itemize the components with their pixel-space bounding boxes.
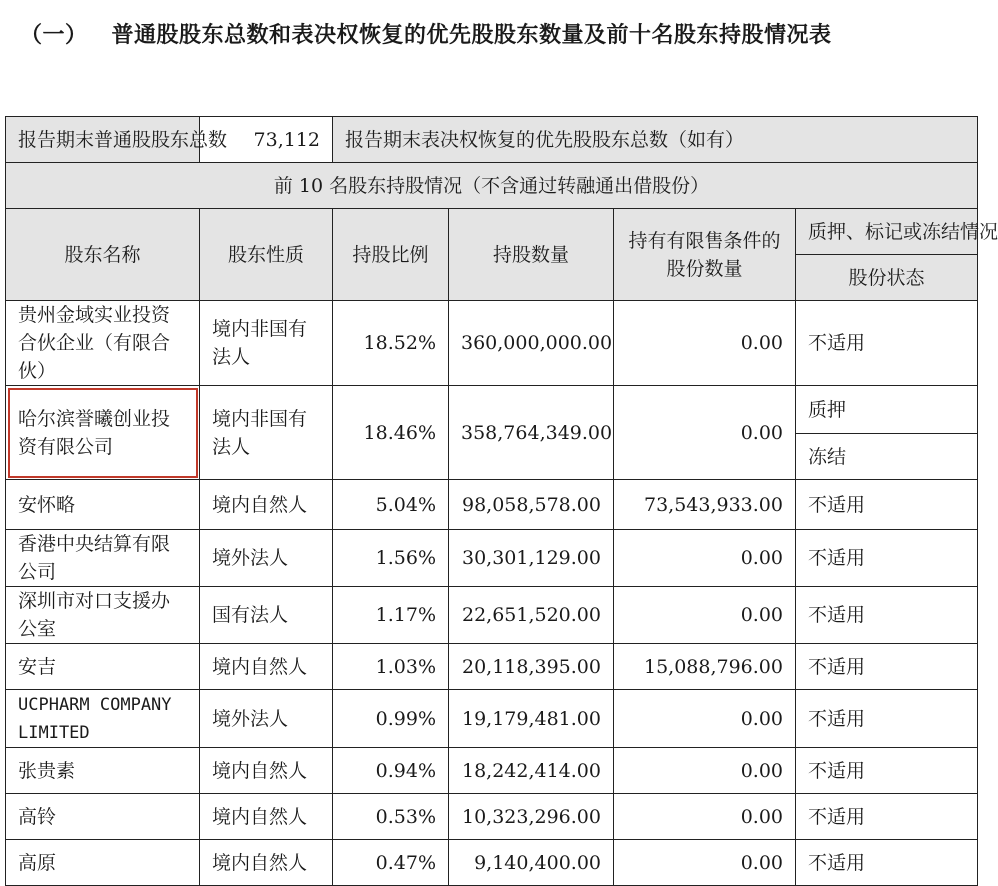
share-status: 不适用: [796, 587, 978, 644]
restricted-qty: 15,088,796.00: [614, 644, 796, 690]
section-number: （一）: [20, 23, 88, 48]
share-status: 不适用: [796, 480, 978, 530]
common-holders-value: 73,112: [200, 117, 333, 163]
table-row: [6, 301, 978, 386]
holding-qty: 358,764,349.00: [449, 386, 614, 480]
holder-nature: 境内自然人: [200, 644, 333, 690]
holding-qty: 98,058,578.00: [449, 480, 614, 530]
holder-name: 高铃: [6, 794, 200, 840]
holder-nature: 境内自然人: [200, 480, 333, 530]
restricted-qty: 0.00: [614, 748, 796, 794]
holder-nature: 境内自然人: [200, 794, 333, 840]
holder-name: 安怀略: [6, 480, 200, 530]
summary-row: [6, 117, 978, 163]
share-status: 不适用: [796, 840, 978, 886]
holder-nature: 境内自然人: [200, 748, 333, 794]
holding-ratio: 18.46%: [333, 386, 449, 480]
share-status: 不适用: [796, 690, 978, 748]
holding-qty: 360,000,000.00: [449, 301, 614, 386]
holder-nature: 境内自然人: [200, 840, 333, 886]
share-status-pledge: 质押: [796, 386, 978, 434]
section-row: [6, 163, 978, 209]
holding-ratio: 1.17%: [333, 587, 449, 644]
section-title: 普通股股东总数和表决权恢复的优先股股东数量及前十名股东持股情况表: [111, 23, 832, 48]
holding-qty: 22,651,520.00: [449, 587, 614, 644]
holder-nature: 境外法人: [200, 530, 333, 587]
holding-qty: 20,118,395.00: [449, 644, 614, 690]
share-status: 不适用: [796, 301, 978, 386]
holding-qty: 19,179,481.00: [449, 690, 614, 748]
holder-nature: 国有法人: [200, 587, 333, 644]
holding-ratio: 0.47%: [333, 840, 449, 886]
holding-ratio: 0.94%: [333, 748, 449, 794]
header-restricted: 持有有限售条件的股份数量: [614, 209, 796, 301]
holder-name: 哈尔滨誉曦创业投资有限公司: [6, 386, 200, 480]
table-row: [6, 480, 978, 530]
table-row: [6, 748, 978, 794]
table-row: [6, 690, 978, 748]
share-status: 不适用: [796, 644, 978, 690]
holding-qty: 10,323,296.00: [449, 794, 614, 840]
table-row: [6, 794, 978, 840]
header-pledge-group: 质押、标记或冻结情况: [796, 209, 978, 255]
holder-name: 张贵素: [6, 748, 200, 794]
common-holders-label: 报告期末普通股股东总数: [6, 117, 200, 163]
restricted-qty: 0.00: [614, 530, 796, 587]
page-title: [20, 18, 832, 49]
holder-name: 安吉: [6, 644, 200, 690]
restricted-qty: 0.00: [614, 386, 796, 480]
table-row: [6, 644, 978, 690]
holding-ratio: 18.52%: [333, 301, 449, 386]
header-ratio: 持股比例: [333, 209, 449, 301]
restricted-qty: 0.00: [614, 794, 796, 840]
holding-ratio: 0.53%: [333, 794, 449, 840]
restricted-qty: 0.00: [614, 690, 796, 748]
top10-section-label: 前 10 名股东持股情况（不含通过转融通出借股份）: [6, 163, 978, 209]
holder-nature: 境内非国有法人: [200, 301, 333, 386]
shareholders-table: [5, 116, 998, 886]
holder-nature: 境外法人: [200, 690, 333, 748]
header-nature: 股东性质: [200, 209, 333, 301]
holding-qty: 9,140,400.00: [449, 840, 614, 886]
holding-qty: 30,301,129.00: [449, 530, 614, 587]
holder-name: UCPHARM COMPANY LIMITED: [6, 690, 200, 748]
restricted-qty: 0.00: [614, 587, 796, 644]
table-row: [6, 587, 978, 644]
header-qty: 持股数量: [449, 209, 614, 301]
holding-ratio: 1.03%: [333, 644, 449, 690]
header-share-status: 股份状态: [796, 255, 978, 301]
holder-name: 高原: [6, 840, 200, 886]
holding-ratio: 5.04%: [333, 480, 449, 530]
holding-ratio: 1.56%: [333, 530, 449, 587]
share-status: 不适用: [796, 794, 978, 840]
table-row: [6, 530, 978, 587]
table-row: [6, 840, 978, 886]
holder-name: 香港中央结算有限公司: [6, 530, 200, 587]
preferred-holders-label: 报告期末表决权恢复的优先股股东总数（如有）: [333, 117, 978, 163]
restricted-qty: 0.00: [614, 840, 796, 886]
table-row: [6, 386, 978, 434]
holder-name: 深圳市对口支援办公室: [6, 587, 200, 644]
holder-nature: 境内非国有法人: [200, 386, 333, 480]
holding-qty: 18,242,414.00: [449, 748, 614, 794]
share-status: 不适用: [796, 530, 978, 587]
holding-ratio: 0.99%: [333, 690, 449, 748]
restricted-qty: 0.00: [614, 301, 796, 386]
share-status-frozen: 冻结: [796, 434, 978, 480]
share-status: 不适用: [796, 748, 978, 794]
header-row: [6, 209, 978, 255]
restricted-qty: 73,543,933.00: [614, 480, 796, 530]
header-name: 股东名称: [6, 209, 200, 301]
holder-name: 贵州金域实业投资合伙企业（有限合伙）: [6, 301, 200, 386]
